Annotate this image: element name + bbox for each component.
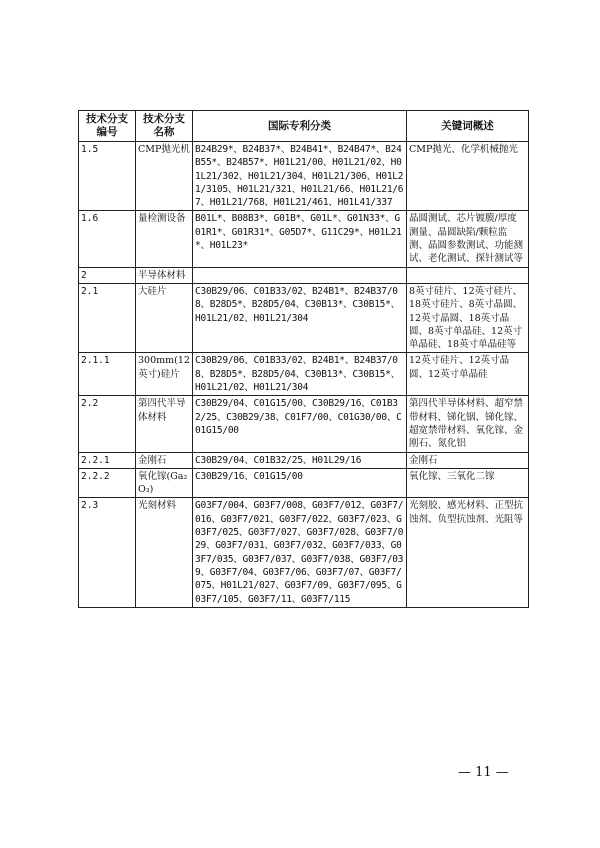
cell-branch-number: 1.5 <box>79 142 136 211</box>
cell-branch-name: 300mm(12英寸)硅片 <box>136 353 193 396</box>
table-row <box>79 353 529 396</box>
cell-branch-number: 2.2.1 <box>79 452 136 468</box>
table-header-row <box>79 111 529 142</box>
table-row <box>79 267 529 283</box>
page-number: — 11 — <box>458 765 509 780</box>
cell-keywords: 12英寸硅片、12英寸晶圆、12英寸单晶硅 <box>407 353 529 396</box>
table-row <box>79 452 529 468</box>
header-ipc: 国际专利分类 <box>193 111 407 142</box>
cell-branch-number: 1.6 <box>79 211 136 267</box>
cell-keywords: CMP抛光、化学机械抛光 <box>407 142 529 211</box>
cell-ipc: G03F7/004、G03F7/008、G03F7/012、G03F7/016、G03F7/021、G03F7/022、G03F7/023、G03F7/025、G03F7/027、G03F7/028、G03F7/029、G03F7/031、G03F7/032、G03F7/033、G03F7/035、G03F7/037、G03F7/038、G03F7/039、G03F7/04、G03F7/06、G03F7/07、G03F7/075、H01L21/027、G03F7/09、G03F7/095、G03F7/105、G03F7/11、G03F7/115 <box>193 498 407 607</box>
header-branch-number: 技术分支编号 <box>79 111 136 142</box>
cell-branch-name: 量检测设备 <box>136 211 193 267</box>
cell-keywords: 8英寸硅片、12英寸硅片、18英寸硅片、8英寸晶圆、12英寸晶圆、18英寸晶圆、8英寸单晶硅、12英寸单晶硅、18英寸单晶硅等 <box>407 283 529 352</box>
cell-ipc: B01L*、B08B3*、G01B*、G01L*、G01N33*、G01R1*、G01R31*、G05D7*、G11C29*、H01L21*、H01L23* <box>193 211 407 267</box>
cell-branch-number: 2.2.2 <box>79 468 136 498</box>
cell-ipc: C30B29/06、C01B33/02、B24B1*、B24B37/08、B28D5*、B28D5/04、C30B13*、C30B15*、H01L21/02、H01L21/304 <box>193 283 407 352</box>
cell-ipc <box>193 267 407 283</box>
table-row <box>79 468 529 498</box>
patent-classification-table <box>78 110 529 608</box>
cell-branch-name: 氧化镓(Ga₂O₃) <box>136 468 193 498</box>
table-row <box>79 498 529 607</box>
cell-keywords: 氧化镓、三氧化二镓 <box>407 468 529 498</box>
cell-branch-name: 半导体材料 <box>136 267 193 283</box>
table-row <box>79 142 529 211</box>
cell-keywords: 光刻胶、感光材料、正型抗蚀剂、负型抗蚀剂、光阻等 <box>407 498 529 607</box>
cell-branch-name: 大硅片 <box>136 283 193 352</box>
cell-keywords: 晶圆测试、芯片镀膜/厚度测量、晶圆缺陷/颗粒监测、晶圆参数测试、功能测试、老化测试、探针测试等 <box>407 211 529 267</box>
cell-branch-name: 第四代半导体材料 <box>136 396 193 452</box>
cell-ipc: C30B29/16、C01G15/00 <box>193 468 407 498</box>
cell-keywords: 第四代半导体材料、超窄禁带材料、锑化铟、锑化镓、超宽禁带材料、氧化镓、金刚石、氮化铝 <box>407 396 529 452</box>
cell-branch-name: 光刻材料 <box>136 498 193 607</box>
cell-branch-number: 2.2 <box>79 396 136 452</box>
table-body <box>79 142 529 608</box>
cell-keywords: 金刚石 <box>407 452 529 468</box>
cell-branch-name: 金刚石 <box>136 452 193 468</box>
table-row <box>79 283 529 352</box>
cell-keywords <box>407 267 529 283</box>
cell-ipc: B24B29*、B24B37*、B24B41*、B24B47*、B24B55*、B24B57*、H01L21/00、H01L21/02、H01L21/302、H01L21/304、H01L21/306、H01L21/3105、H01L21/321、H01L21/66、H01L21/67、H01L21/768、H01L21/461、H01L41/337 <box>193 142 407 211</box>
cell-branch-number: 2.3 <box>79 498 136 607</box>
header-keywords: 关键词概述 <box>407 111 529 142</box>
cell-ipc: C30B29/06、C01B33/02、B24B1*、B24B37/08、B28D5*、B28D5/04、C30B13*、C30B15*、H01L21/02、H01L21/304 <box>193 353 407 396</box>
cell-ipc: C30B29/04、C01G15/00、C30B29/16、C01B32/25、C30B29/38、C01F7/00、C01G30/00、C01G15/00 <box>193 396 407 452</box>
table-row <box>79 211 529 267</box>
cell-branch-number: 2 <box>79 267 136 283</box>
cell-ipc: C30B29/04、C01B32/25、H01L29/16 <box>193 452 407 468</box>
cell-branch-number: 2.1.1 <box>79 353 136 396</box>
cell-branch-number: 2.1 <box>79 283 136 352</box>
header-branch-name: 技术分支名称 <box>136 111 193 142</box>
cell-branch-name: CMP抛光机 <box>136 142 193 211</box>
table-row <box>79 396 529 452</box>
